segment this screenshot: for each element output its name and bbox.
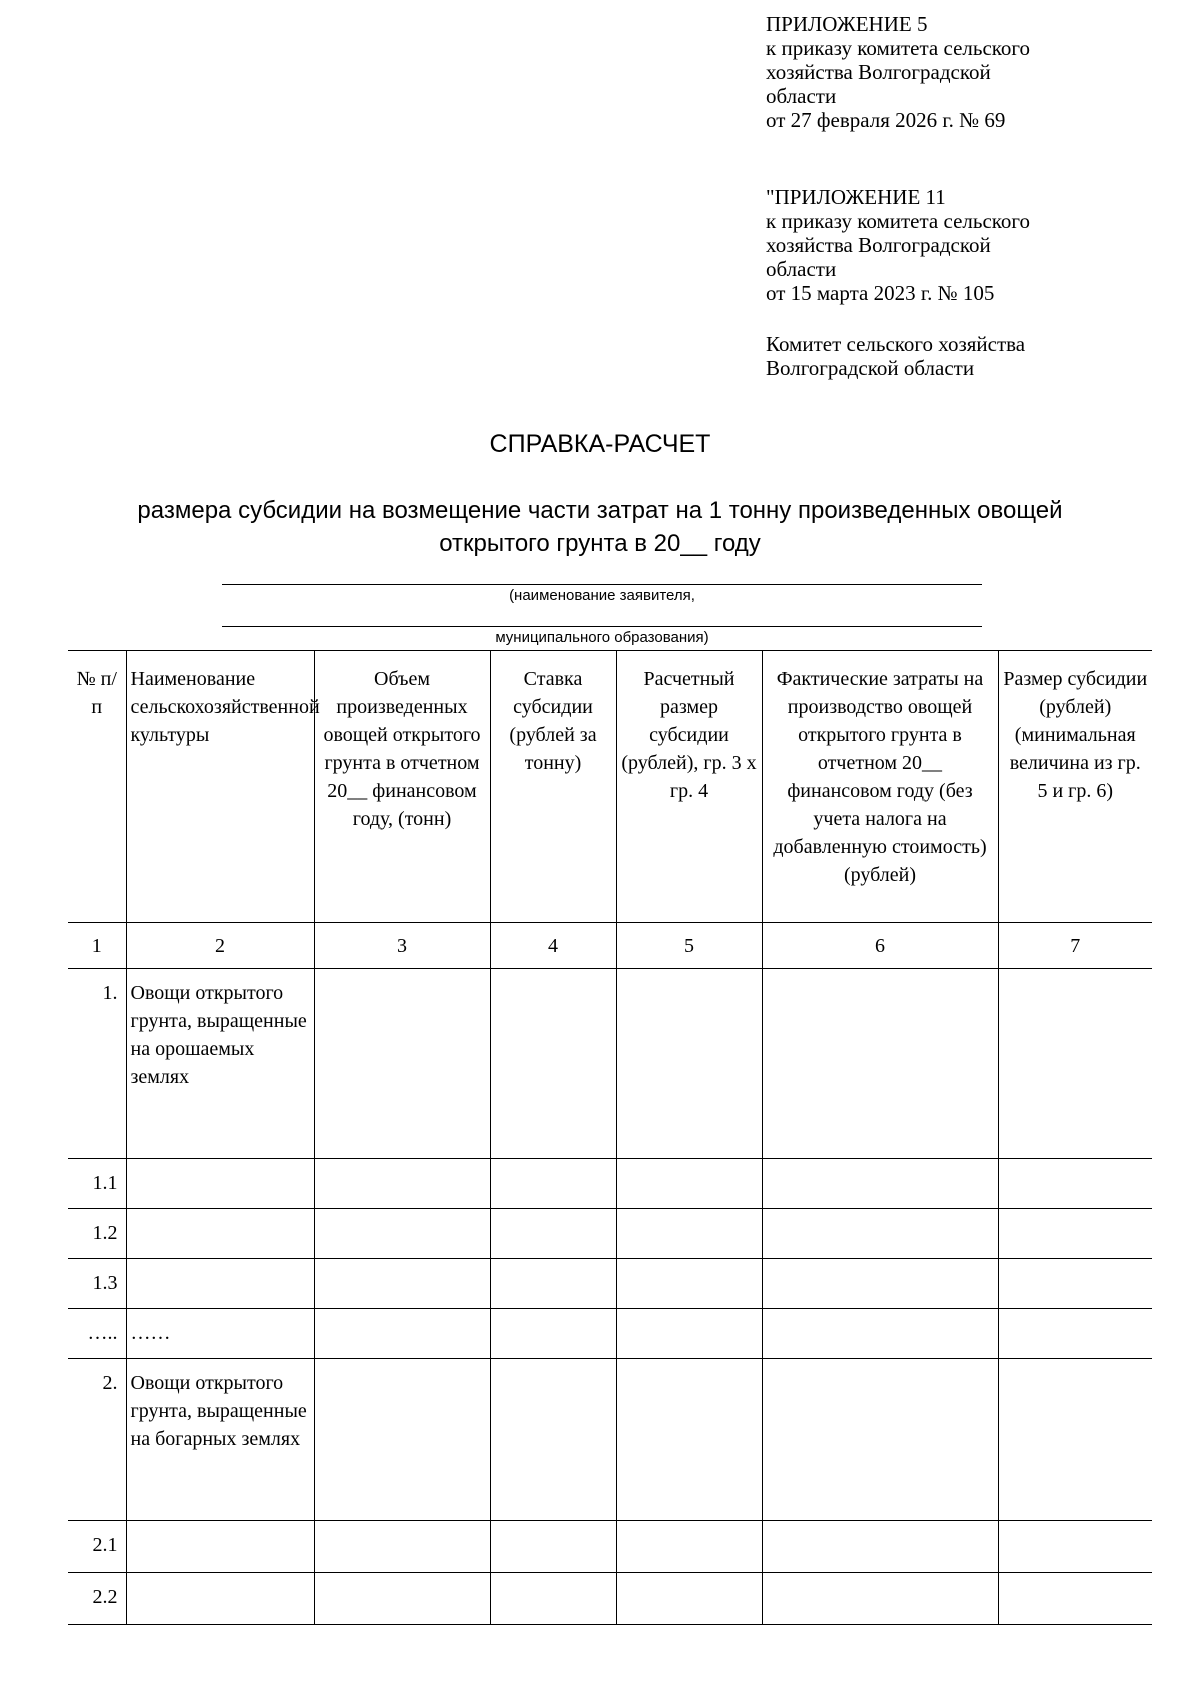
cell-subsidy	[998, 969, 1152, 1159]
cell-actual-costs	[762, 969, 998, 1159]
cell-calculated	[616, 1259, 762, 1309]
annex-5-header	[766, 12, 1030, 132]
cell-calculated	[616, 1309, 762, 1359]
annex-5-line: хозяйства Волгоградской	[766, 60, 991, 84]
cell-actual-costs	[762, 1359, 998, 1521]
column-number: 4	[490, 923, 616, 969]
cell-actual-costs	[762, 1521, 998, 1573]
row-number: 2.1	[68, 1521, 126, 1573]
cell-subsidy	[998, 1309, 1152, 1359]
table-row	[68, 1159, 1152, 1209]
cell-calculated	[616, 1359, 762, 1521]
cell-rate	[490, 1521, 616, 1573]
row-crop-name: Овощи открытого грунта, выращенные на орошаемых землях	[126, 969, 314, 1159]
cell-volume	[314, 1209, 490, 1259]
cell-subsidy	[998, 1259, 1152, 1309]
cell-rate	[490, 1209, 616, 1259]
municipality-caption: муниципального образования)	[495, 629, 709, 646]
table-row	[68, 1573, 1152, 1625]
cell-volume	[314, 1309, 490, 1359]
header-cell-number: № п/п	[68, 651, 126, 923]
cell-volume	[314, 1521, 490, 1573]
row-crop-name	[126, 1521, 314, 1573]
row-number: 2.	[68, 1359, 126, 1521]
header-cell-volume: Объем произведенных овощей открытого грунта в отчетном 20__ финансовом году, (тонн)	[314, 651, 490, 923]
addressee-line: Комитет сельского хозяйства	[766, 332, 1026, 356]
header-cell-actual-costs: Фактические затраты на производство овощей открытого грунта в отчетном 20__ финансовом году (без учета налога на добавленную стоимость) (рублей)	[762, 651, 998, 923]
column-number: 5	[616, 923, 762, 969]
table-row	[68, 1309, 1152, 1359]
table-row	[68, 1359, 1152, 1521]
cell-calculated	[616, 1521, 762, 1573]
annex-11-line: "ПРИЛОЖЕНИЕ 11	[766, 185, 946, 209]
cell-actual-costs	[762, 1573, 998, 1625]
row-number: …..	[68, 1309, 126, 1359]
annex-5-line: от 27 февраля 2026 г. № 69	[766, 108, 1006, 132]
column-number: 7	[998, 923, 1152, 969]
cell-rate	[490, 1259, 616, 1309]
cell-subsidy	[998, 1359, 1152, 1521]
cell-volume	[314, 1259, 490, 1309]
header-cell-calculated-subsidy: Расчетный размер субсидии (рублей), гр. 3 х гр. 4	[616, 651, 762, 923]
annex-11-header	[766, 185, 1030, 305]
header-cell-rate: Ставка субсидии (рублей за тонну)	[490, 651, 616, 923]
addressee-line: Волгоградской области	[766, 356, 975, 380]
header-cell-crop-name: Наименование сельскохозяйственной культуры	[126, 651, 314, 923]
cell-actual-costs	[762, 1159, 998, 1209]
cell-volume	[314, 1159, 490, 1209]
row-crop-name	[126, 1259, 314, 1309]
column-number: 3	[314, 923, 490, 969]
annex-5-line: ПРИЛОЖЕНИЕ 5	[766, 12, 928, 36]
cell-actual-costs	[762, 1259, 998, 1309]
cell-subsidy	[998, 1209, 1152, 1259]
cell-rate	[490, 1359, 616, 1521]
applicant-blank-line	[222, 584, 982, 585]
cell-subsidy	[998, 1159, 1152, 1209]
cell-actual-costs	[762, 1309, 998, 1359]
cell-calculated	[616, 1573, 762, 1625]
document-subtitle	[60, 494, 1140, 560]
row-number: 1.3	[68, 1259, 126, 1309]
cell-volume	[314, 969, 490, 1159]
table-row	[68, 1209, 1152, 1259]
table-header-row	[68, 651, 1152, 923]
annex-5-line: области	[766, 84, 837, 108]
cell-rate	[490, 1573, 616, 1625]
annex-5-line: к приказу комитета сельского	[766, 36, 1031, 60]
calculation-table	[68, 650, 1152, 1625]
cell-subsidy	[998, 1521, 1152, 1573]
cell-rate	[490, 1309, 616, 1359]
cell-calculated	[616, 969, 762, 1159]
header-cell-subsidy-amount: Размер субсидии (рублей) (минимальная величина из гр. 5 и гр. 6)	[998, 651, 1152, 923]
row-crop-name	[126, 1573, 314, 1625]
row-number: 1.1	[68, 1159, 126, 1209]
row-number: 1.	[68, 969, 126, 1159]
municipality-blank-line	[222, 626, 982, 627]
cell-rate	[490, 969, 616, 1159]
row-crop-name	[126, 1159, 314, 1209]
annex-11-line: от 15 марта 2023 г. № 105	[766, 281, 995, 305]
cell-calculated	[616, 1159, 762, 1209]
addressee	[766, 332, 1025, 380]
cell-volume	[314, 1359, 490, 1521]
row-number: 2.2	[68, 1573, 126, 1625]
subtitle-line: размера субсидии на возмещение части затрат на 1 тонну произведенных овощей	[137, 497, 1063, 524]
row-crop-name: Овощи открытого грунта, выращенные на богарных землях	[126, 1359, 314, 1521]
cell-subsidy	[998, 1573, 1152, 1625]
cell-actual-costs	[762, 1209, 998, 1259]
column-number: 6	[762, 923, 998, 969]
cell-volume	[314, 1573, 490, 1625]
row-number: 1.2	[68, 1209, 126, 1259]
column-number: 1	[68, 923, 126, 969]
row-crop-name	[126, 1209, 314, 1259]
table-row	[68, 969, 1152, 1159]
row-crop-name: ……	[126, 1309, 314, 1359]
column-numbers-row	[68, 923, 1152, 969]
cell-calculated	[616, 1209, 762, 1259]
document-title: СПРАВКА-РАСЧЕТ	[489, 430, 711, 458]
annex-11-line: хозяйства Волгоградской	[766, 233, 991, 257]
applicant-caption: (наименование заявителя,	[509, 587, 695, 604]
column-number: 2	[126, 923, 314, 969]
annex-11-line: к приказу комитета сельского	[766, 209, 1031, 233]
table-row	[68, 1521, 1152, 1573]
cell-rate	[490, 1159, 616, 1209]
annex-11-line: области	[766, 257, 837, 281]
subtitle-line: открытого грунта в 20__ году	[439, 530, 761, 557]
table-row	[68, 1259, 1152, 1309]
